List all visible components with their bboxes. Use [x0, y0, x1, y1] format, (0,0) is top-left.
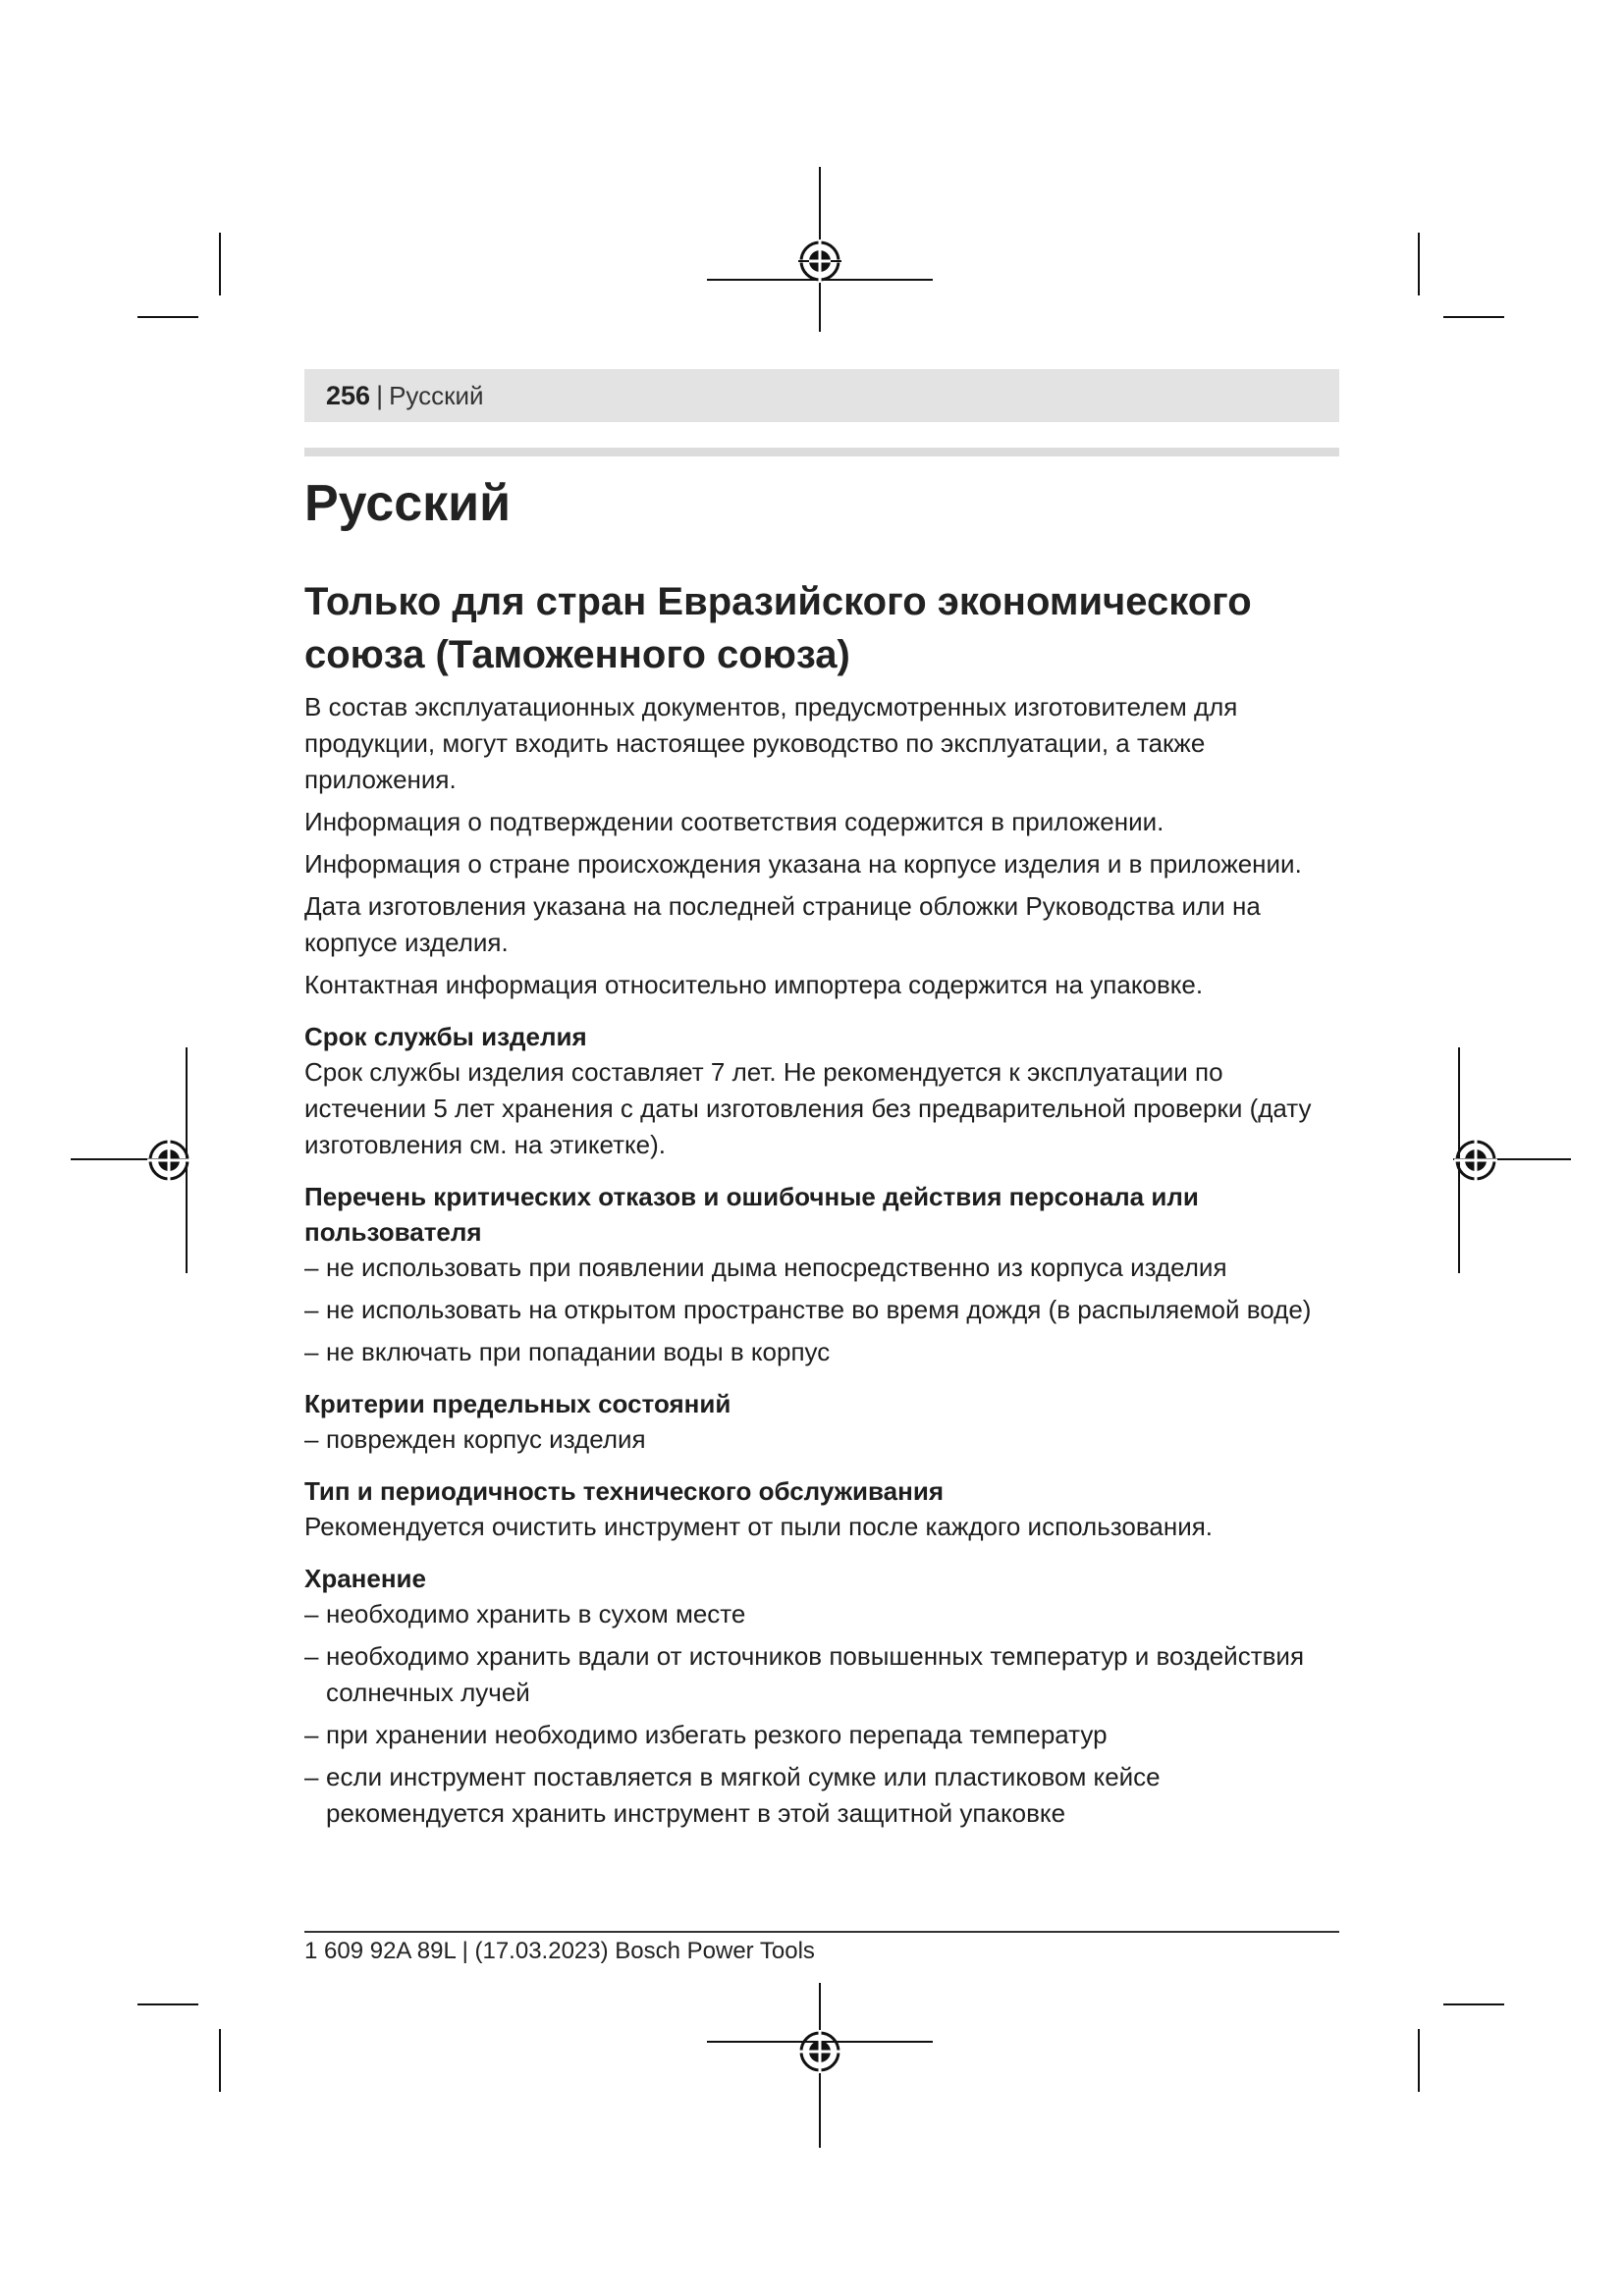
intro-paragraph: Дата изготовления указана на последней странице обложки Руководства или на корпусе изделия. — [304, 891, 1261, 957]
list-item: – при хранении необходимо избегать резкого перепада температур — [304, 1717, 1339, 1753]
intro-paragraph: Информация о подтверждении соответствия содержится в приложении. — [304, 807, 1164, 836]
registration-mark-icon — [798, 240, 841, 283]
crop-mark — [1443, 2003, 1504, 2005]
registration-mark-icon — [1454, 1139, 1497, 1182]
page-header — [304, 369, 1339, 422]
registration-mark-icon — [798, 2030, 841, 2073]
crop-mark — [137, 316, 198, 318]
footer-rule — [304, 1931, 1339, 1933]
storage-heading: Хранение — [304, 1564, 426, 1593]
list-item: – не использовать при появлении дыма непосредственно из корпуса изделия — [304, 1250, 1339, 1286]
page-title: Русский — [304, 475, 512, 532]
list-item: – не использовать на открытом пространстве во время дождя (в распыляемой воде) — [304, 1292, 1339, 1328]
crop-mark — [1418, 233, 1420, 295]
list-dash: – — [304, 1295, 319, 1324]
list-dash: – — [304, 1641, 319, 1671]
intro-paragraph: В состав эксплуатационных документов, предусмотренных изготовителем для продукции, могут входить настоящее руководство по эксплуатации, а также приложения. — [304, 692, 1238, 794]
maintenance-heading: Тип и периодичность технического обслуживания — [304, 1476, 945, 1506]
service-life-text: Срок службы изделия составляет 7 лет. Не рекомендуется к эксплуатации по истечении 5 лет хранения с даты изготовления без предварительной проверки (дату изготовления см. на этикетке). — [304, 1057, 1312, 1159]
header-language: Русский — [389, 380, 484, 410]
service-life-heading: Срок службы изделия — [304, 1022, 587, 1051]
page-content — [304, 469, 1339, 1838]
page-footer: 1 609 92A 89L | (17.03.2023) Bosch Power Tools — [304, 1938, 815, 1964]
list-item: – не включать при попадании воды в корпус — [304, 1334, 1339, 1370]
list-dash: – — [304, 1424, 319, 1454]
list-dash: – — [304, 1337, 319, 1366]
header-rule — [304, 448, 1339, 456]
intro-paragraph: Контактная информация относительно импортера содержится на упаковке. — [304, 970, 1204, 999]
list-dash: – — [304, 1762, 319, 1791]
critical-failures-heading: Перечень критических отказов и ошибочные действия персонала или пользователя — [304, 1182, 1199, 1247]
list-dash: – — [304, 1253, 319, 1282]
crop-mark — [1418, 2029, 1420, 2092]
crop-mark — [1443, 316, 1504, 318]
page-number: 256 — [326, 380, 371, 410]
list-item: – если инструмент поставляется в мягкой сумке или пластиковом кейсе рекомендуется хранить инструмент в этой защитной упаковке — [304, 1759, 1339, 1832]
list-dash: – — [304, 1599, 319, 1629]
crop-mark — [137, 2003, 198, 2005]
maintenance-text: Рекомендуется очистить инструмент от пыли после каждого использования. — [304, 1512, 1214, 1541]
list-item: – поврежден корпус изделия — [304, 1421, 1339, 1458]
crop-mark — [219, 233, 221, 295]
section-heading: Только для стран Евразийского экономического союза (Таможенного союза) — [304, 580, 1252, 676]
intro-paragraph: Информация о стране происхождения указана на корпусе изделия и в приложении. — [304, 849, 1302, 879]
limit-states-heading: Критерии предельных состояний — [304, 1389, 731, 1418]
crop-mark — [219, 2029, 221, 2092]
list-item: – необходимо хранить в сухом месте — [304, 1596, 1339, 1632]
header-separator: | — [376, 380, 384, 410]
list-item: – необходимо хранить вдали от источников повышенных температур и воздействия солнечных лучей — [304, 1638, 1339, 1711]
list-dash: – — [304, 1720, 319, 1749]
registration-mark-icon — [147, 1139, 190, 1182]
